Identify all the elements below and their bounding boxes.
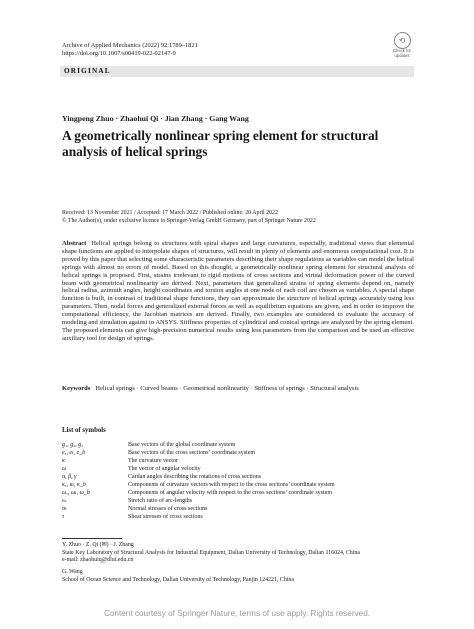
symbol: ω xyxy=(62,466,67,473)
author-list: Yingpeng Zhuo · Zhaohui Qi · Jian Zhang · Gang Wang xyxy=(62,114,249,123)
symbol-description: Base vectors of the global coordinate system xyxy=(128,442,236,448)
symbol-row xyxy=(62,481,412,489)
abstract-label: Abstract xyxy=(62,240,87,247)
check-for-updates-badge[interactable] xyxy=(391,32,413,60)
symbol: εₛ xyxy=(62,498,67,505)
symbol: κ xyxy=(62,458,65,465)
symbol-row xyxy=(62,489,412,497)
publication-dates xyxy=(62,210,422,225)
keywords-text: Helical springs · Curved beams · Geometrical nonlinearity · Stiffness of springs · Structural analysis xyxy=(95,385,359,392)
affiliation-block xyxy=(62,569,414,584)
symbol-row xyxy=(62,465,412,473)
journal-info xyxy=(62,42,198,59)
symbol-row xyxy=(62,497,412,505)
symbol: eₓ, eₜ, e_b xyxy=(62,450,86,457)
symbol: g₁, g₂, g₃ xyxy=(62,442,84,448)
symbol: κₓ, κₜ, κ_b xyxy=(62,482,86,489)
symbol: σₜ xyxy=(62,506,67,513)
symbol-description: The curvature vector xyxy=(128,458,178,465)
affiliation-authors: Y. Zhuo · Z. Qi (✉) · J. Zhang xyxy=(62,542,134,548)
affiliation-block xyxy=(62,542,414,565)
abstract xyxy=(62,240,414,343)
keywords xyxy=(62,385,414,393)
symbols-table xyxy=(62,441,412,521)
symbol-row xyxy=(62,513,412,521)
affiliation-authors: G. Wang xyxy=(62,569,83,575)
symbol: τ xyxy=(62,514,65,521)
doi-link[interactable]: https://doi.org/10.1007/s00419-022-02147-9 xyxy=(62,50,176,58)
affiliation-institution: State Key Laboratory of Structural Analysis for Industrial Equipment, Dalian University of Technology, Dalian 116024, China xyxy=(62,549,360,556)
keywords-label: Keywords xyxy=(62,385,91,392)
abstract-text: Helical springs belong to structures with spiral shapes and large curvatures, especially, traditional views that elemental shape functions are applied to interpolate shapes of structures, will result in plenty of elements and enormous computational cost. It is proved by this paper that selecting some characteristic parameters describing their shape regulations as variables can model the helical springs with almost no errors of model. Based on this thought, a geometrically nonlinear spring element for structural analysis of helical springs is proposed. First, strains irrelevant to rigid motions of cross sections and virtual deformation power of the curved beam with geometrical nonlinearity are derived. Next, parameters that generalized strains of spring elements depend on, namely helical radius, azimuth angles, height coordinates and torsion angles at one node of each coil are chosen as variables. A special shape function is built, in contrast of traditional shape functions, they can approximate the structure of helical springs accurately using less parameters. Then, nodal forces and generalized external forces as well as equilibrium equations are given, and in order to improve the computational efficiency, the Jacobian matrices are derived. Finally, two examples are considered to evaluate the accuracy of modeling and simulation against to ANSYS. Stiffness properties of cylindrical and conical springs are analyzed by the spring element. The proposed elements can give high-precision numerical results using less parameters from the comparison and be used an effective auxiliary tool for design of springs. xyxy=(62,240,414,342)
symbol-description: Normal stresses of cross sections xyxy=(128,506,208,513)
symbol-row xyxy=(62,473,412,481)
section-label: ORIGINAL xyxy=(64,67,111,75)
paper-title: A geometrically nonlinear spring element for structural analysis of helical springs xyxy=(62,128,379,159)
section-bar xyxy=(60,66,414,77)
dates-line: Received: 13 November 2021 / Accepted: 17 March 2022 / Published online: 20 April 2022 xyxy=(62,210,278,216)
footnote-divider xyxy=(62,538,122,539)
symbol-row xyxy=(62,449,412,457)
content-courtesy-footer: Content courtesy of Springer Nature, terms of use apply. Rights reserved. xyxy=(103,609,371,618)
affiliation-institution: School of Ocean Science and Technology, Dalian University of Technology, Panjin 124221, China xyxy=(62,576,294,583)
symbol-description: Cardan angles describing the rotations of cross sections xyxy=(128,474,262,481)
symbols-heading: List of symbols xyxy=(62,427,106,434)
symbol: ωₓ, ωₜ, ω_b xyxy=(62,490,90,497)
symbol-row xyxy=(62,441,412,449)
symbol: α, β, γ xyxy=(62,474,77,481)
badge-label-1: Check for xyxy=(393,48,411,53)
symbol-row xyxy=(62,457,412,465)
symbol-description: The vector of angular velocity xyxy=(128,466,201,473)
affiliation-email[interactable]: e-mail: zhaohuiq@dlut.edu.cn xyxy=(62,557,134,564)
symbol-description: Stretch ratio of arc-lengths xyxy=(128,498,193,505)
badge-label-2: updates xyxy=(394,52,410,58)
symbol-description: Components of curvature vectors with respect to the cross sections’ coordinate system xyxy=(128,482,335,489)
symbol-row xyxy=(62,505,412,513)
copyright-line: © The Author(s), under exclusive licence to Springer-Verlag GmbH Germany, part of Springer Nature 2022 xyxy=(62,217,316,224)
symbol-description: Shear stresses of cross sections xyxy=(128,514,203,521)
symbol-description: Components of angular velocity with respect to the cross sections’ coordinate system xyxy=(128,490,333,497)
symbol-description: Base vectors of the cross sections’ coordinate system xyxy=(128,450,256,457)
journal-citation: Archive of Applied Mechanics (2022) 92:1789–1821 xyxy=(62,42,198,49)
refresh-icon: ⟲ xyxy=(394,32,411,49)
